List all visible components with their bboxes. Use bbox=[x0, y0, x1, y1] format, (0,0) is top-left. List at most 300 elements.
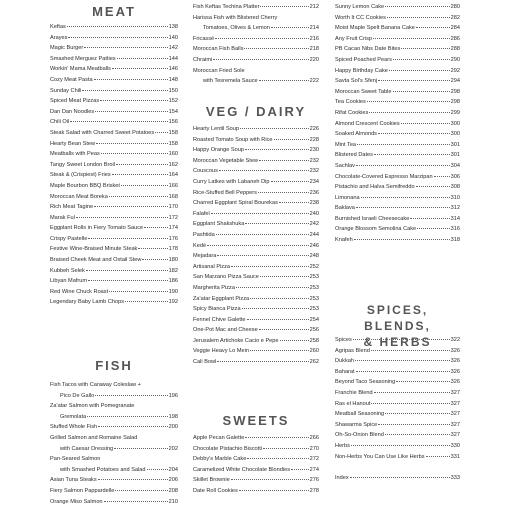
page-number: 144 bbox=[168, 55, 178, 62]
page-number: 236 bbox=[309, 189, 319, 196]
toc-entry[interactable] bbox=[193, 433, 319, 444]
page-number: 298 bbox=[450, 88, 460, 95]
toc-entry[interactable] bbox=[193, 2, 319, 13]
dot-leader bbox=[121, 185, 168, 186]
page-number: 326 bbox=[450, 358, 460, 365]
toc-entry[interactable] bbox=[335, 129, 460, 140]
entry-title: Baklava bbox=[335, 205, 355, 212]
page-number: 312 bbox=[450, 205, 460, 212]
page-number: 278 bbox=[309, 487, 319, 494]
page-number: 327 bbox=[450, 400, 460, 407]
dot-leader bbox=[371, 350, 450, 351]
page-number: 160 bbox=[168, 151, 178, 158]
entry-title: Charred Eggplant Spiral Bourekas bbox=[193, 200, 278, 207]
entry-title: Mint Tea bbox=[335, 141, 357, 148]
toc-entry[interactable] bbox=[335, 2, 460, 13]
toc-entry[interactable] bbox=[50, 276, 178, 287]
page-number: 148 bbox=[168, 76, 178, 83]
dot-leader bbox=[356, 207, 450, 208]
toc-entry[interactable] bbox=[193, 156, 319, 167]
entry-title: Spicy Bianca Pizza bbox=[193, 306, 241, 313]
dot-leader bbox=[260, 276, 309, 277]
entry-title: Moist Maple Spelt Banana Cake bbox=[335, 25, 415, 32]
toc-entry[interactable] bbox=[335, 108, 460, 119]
toc-entry[interactable] bbox=[335, 224, 460, 235]
entry-title: Tea Cookies bbox=[335, 99, 366, 106]
entry-title: Mejadara bbox=[193, 253, 217, 260]
toc-entry[interactable] bbox=[335, 13, 460, 24]
entry-title: Kubbeh Selek bbox=[50, 267, 85, 274]
entry-title: Pan-Seared Salmon bbox=[50, 456, 101, 463]
dot-leader bbox=[215, 38, 309, 39]
toc-entry[interactable] bbox=[335, 388, 460, 399]
dot-leader bbox=[213, 59, 308, 60]
page-number: 292 bbox=[450, 67, 460, 74]
entry-title: Moroccan Meat Boreka bbox=[50, 193, 108, 200]
toc-entry[interactable] bbox=[193, 465, 319, 476]
toc-entry[interactable] bbox=[193, 66, 319, 87]
dot-leader bbox=[410, 218, 449, 219]
toc-entry[interactable] bbox=[50, 234, 178, 245]
dot-leader bbox=[385, 6, 450, 7]
toc-entry[interactable] bbox=[193, 454, 319, 465]
toc-entry[interactable] bbox=[193, 486, 319, 497]
entry-title: Margherita Pizza bbox=[193, 284, 235, 291]
entry-title: Crispy Pastelle bbox=[50, 235, 88, 242]
entry-title: Pashtida bbox=[193, 231, 215, 238]
dot-leader bbox=[95, 111, 168, 112]
entry-title: Date Roll Cookies bbox=[193, 487, 238, 494]
toc-entry[interactable] bbox=[193, 294, 319, 305]
entry-title: Blistered Dates bbox=[335, 152, 373, 159]
toc-entry[interactable] bbox=[193, 283, 319, 294]
toc-entry[interactable] bbox=[50, 160, 178, 171]
page-number: 176 bbox=[168, 235, 178, 242]
entry-title: Arayes bbox=[50, 34, 68, 41]
page-number: 262 bbox=[309, 359, 319, 366]
page-number: 166 bbox=[168, 182, 178, 189]
page-number: 222 bbox=[309, 78, 319, 85]
toc-entry[interactable] bbox=[50, 75, 178, 86]
entry-title: Moroccan Vegetable Stew bbox=[193, 157, 258, 164]
entry-title: Fish Keftas Techina Platter bbox=[193, 4, 260, 10]
page-number: 204 bbox=[168, 466, 178, 473]
entry-title: Za'atar Eggplant Pizza bbox=[193, 295, 250, 302]
entry-title: Fish Tacos with Caraway Coleslaw + bbox=[50, 382, 141, 388]
entry-title: Pistachio and Halva Semifreddo bbox=[335, 184, 415, 191]
toc-entry[interactable] bbox=[335, 66, 460, 77]
toc-entry[interactable] bbox=[50, 433, 178, 454]
toc-entry[interactable] bbox=[193, 357, 319, 368]
dot-leader bbox=[378, 424, 449, 425]
section-title: FISH bbox=[95, 358, 133, 373]
dot-leader bbox=[396, 381, 449, 382]
dot-leader bbox=[117, 58, 168, 59]
toc-entry[interactable] bbox=[50, 181, 178, 192]
dot-leader bbox=[217, 361, 308, 362]
page-number: 248 bbox=[309, 253, 319, 260]
toc-entry[interactable] bbox=[50, 244, 178, 255]
entry-title-continued: Tomatoes, Olives & Lemon bbox=[203, 25, 270, 32]
toc-entry[interactable] bbox=[193, 251, 319, 262]
entry-title: Eggplant Rolls in Fiery Tomato Sauce bbox=[50, 225, 144, 232]
dot-leader bbox=[216, 234, 309, 235]
toc-entry[interactable] bbox=[335, 203, 460, 214]
toc-entry[interactable] bbox=[193, 325, 319, 336]
toc-entry[interactable] bbox=[335, 441, 460, 452]
entry-title: Shawarma Spice bbox=[335, 421, 378, 428]
toc-entry[interactable] bbox=[335, 140, 460, 151]
dot-leader bbox=[263, 448, 309, 449]
entry-title: One-Pot Mac and Cheese bbox=[193, 327, 258, 334]
toc-entry[interactable] bbox=[50, 192, 178, 203]
page-number: 208 bbox=[168, 487, 178, 494]
dot-leader bbox=[125, 301, 168, 302]
toc-entry[interactable] bbox=[193, 34, 319, 45]
toc-entry[interactable] bbox=[335, 473, 460, 484]
entry-title: Marak Ful bbox=[50, 214, 75, 221]
toc-entry[interactable] bbox=[193, 304, 319, 315]
toc-entry[interactable] bbox=[50, 297, 178, 308]
dot-leader bbox=[416, 186, 450, 187]
page-number: 288 bbox=[450, 46, 460, 53]
entry-title: Magic Burger bbox=[50, 45, 84, 52]
toc-entry[interactable] bbox=[335, 235, 460, 246]
entry-title: Debby's Marble Cake bbox=[193, 456, 247, 463]
toc-entry[interactable] bbox=[193, 272, 319, 283]
page-number: 190 bbox=[168, 288, 178, 295]
toc-entry[interactable] bbox=[193, 145, 319, 156]
entry-title: Spiced Meat Pizzas bbox=[50, 98, 100, 105]
dot-leader bbox=[369, 112, 449, 113]
entry-title: Any Fruit Crisp bbox=[335, 35, 372, 42]
dot-leader bbox=[279, 202, 309, 203]
toc-entry[interactable] bbox=[50, 170, 178, 181]
toc-entry[interactable] bbox=[335, 172, 460, 183]
entry-title: Jerusalem Artichoke Cacio e Pepe bbox=[193, 337, 279, 344]
toc-entry[interactable] bbox=[50, 22, 178, 33]
page-number: 294 bbox=[450, 78, 460, 85]
toc-entry[interactable] bbox=[193, 55, 319, 66]
dot-leader bbox=[82, 90, 167, 91]
entry-title: Chocolate Pistachio Biscotti bbox=[193, 445, 263, 452]
toc-entry[interactable] bbox=[335, 87, 460, 98]
section-title: VEG / DAIRY bbox=[205, 104, 307, 119]
toc-entry[interactable] bbox=[193, 177, 319, 188]
toc-entry[interactable] bbox=[50, 54, 178, 65]
page-number: 178 bbox=[168, 246, 178, 253]
dot-leader bbox=[393, 91, 450, 92]
dot-leader bbox=[354, 239, 450, 240]
toc-entry[interactable] bbox=[335, 377, 460, 388]
toc-entry[interactable] bbox=[335, 193, 460, 204]
page-number: 154 bbox=[168, 108, 178, 115]
dot-leader bbox=[416, 27, 450, 28]
toc-entry[interactable] bbox=[50, 213, 178, 224]
dot-leader bbox=[274, 139, 309, 140]
entry-title: Steak & (Crispiest) Fries bbox=[50, 172, 111, 179]
dot-leader bbox=[401, 123, 450, 124]
toc-entry[interactable] bbox=[193, 188, 319, 199]
dot-leader bbox=[109, 196, 168, 197]
entry-title: Workin' Mama Meatballs bbox=[50, 66, 111, 73]
toc-entry[interactable] bbox=[50, 497, 178, 508]
toc-entry[interactable] bbox=[50, 96, 178, 107]
toc-entry[interactable] bbox=[193, 198, 319, 209]
page-number: 326 bbox=[450, 379, 460, 386]
entry-title: Almond Crescent Cookies bbox=[335, 120, 400, 127]
toc-entry[interactable] bbox=[335, 430, 460, 441]
page-number: 299 bbox=[450, 109, 460, 116]
entry-title: Hearty Lentil Soup bbox=[193, 126, 240, 132]
toc-entry[interactable] bbox=[50, 454, 178, 475]
page-number: 192 bbox=[168, 299, 178, 306]
entry-title-continued: with Tesremela Sauce bbox=[203, 78, 258, 85]
page-number: 214 bbox=[309, 25, 319, 32]
section-title: SWEETS bbox=[222, 413, 290, 428]
toc-entry[interactable] bbox=[335, 367, 460, 378]
dot-leader bbox=[155, 132, 167, 133]
page-number: 266 bbox=[309, 435, 319, 441]
page-number: 276 bbox=[309, 477, 319, 484]
toc-entry[interactable] bbox=[335, 335, 460, 346]
toc-entry[interactable] bbox=[50, 43, 178, 54]
dot-leader bbox=[87, 416, 168, 417]
entry-title: Fennel Chive Galette bbox=[193, 316, 246, 323]
toc-entry[interactable] bbox=[50, 422, 178, 433]
dot-leader bbox=[353, 339, 450, 340]
entry-title: Libyan Mafrum bbox=[50, 278, 87, 285]
entry-list bbox=[193, 433, 319, 497]
entry-title: Moroccan Fish Balls bbox=[193, 46, 244, 53]
section-title: SPICES, BLENDS, & HERBS bbox=[363, 303, 432, 349]
toc-entry[interactable] bbox=[193, 13, 319, 34]
entry-title: San Marzano Pizza Sauce bbox=[193, 274, 259, 281]
dot-leader bbox=[259, 160, 309, 161]
dot-leader bbox=[76, 217, 168, 218]
toc-entry[interactable] bbox=[335, 161, 460, 172]
dot-leader bbox=[247, 319, 309, 320]
toc-entry[interactable] bbox=[193, 135, 319, 146]
page-number: 327 bbox=[450, 411, 460, 418]
dot-leader bbox=[361, 197, 450, 198]
entry-title: Meatball Seasoning bbox=[335, 411, 385, 418]
page-number: 327 bbox=[450, 389, 460, 396]
entry-title: Worth It CC Cookies bbox=[335, 14, 386, 21]
dot-leader bbox=[101, 153, 168, 154]
entry-title: Moroccan Sweet Table bbox=[335, 88, 392, 95]
page-number: 308 bbox=[450, 184, 460, 191]
dot-leader bbox=[373, 38, 450, 39]
toc-entry[interactable] bbox=[50, 486, 178, 497]
toc-entry[interactable] bbox=[193, 219, 319, 230]
dot-leader bbox=[94, 206, 168, 207]
entry-title: Franchie Blend bbox=[335, 389, 373, 396]
entry-title: Agripas Blend bbox=[335, 347, 370, 354]
entry-title: Curry Latkes with Labaneh Dip bbox=[193, 178, 270, 185]
toc-entry[interactable] bbox=[335, 356, 460, 367]
toc-entry[interactable] bbox=[193, 346, 319, 357]
entry-title: Cozy Meat Pasta bbox=[50, 76, 93, 83]
toc-entry[interactable] bbox=[335, 97, 460, 108]
toc-entry[interactable] bbox=[50, 202, 178, 213]
toc-entry[interactable] bbox=[50, 117, 178, 128]
entry-list bbox=[193, 124, 319, 368]
page-number: 300 bbox=[450, 131, 460, 138]
toc-entry[interactable] bbox=[50, 223, 178, 234]
page-number: 140 bbox=[168, 34, 178, 41]
toc-entry[interactable] bbox=[335, 119, 460, 130]
entry-list bbox=[335, 335, 460, 483]
dot-leader bbox=[259, 329, 309, 330]
toc-entry[interactable] bbox=[50, 86, 178, 97]
entry-title: Maple Bourbon BBQ Brisket bbox=[50, 182, 120, 189]
dot-leader bbox=[86, 270, 168, 271]
toc-entry[interactable] bbox=[335, 150, 460, 161]
entry-title: Festive Wine-Braised Minute Steak bbox=[50, 246, 138, 253]
dot-leader bbox=[260, 6, 308, 7]
toc-entry[interactable] bbox=[50, 33, 178, 44]
page-number: 254 bbox=[309, 316, 319, 323]
page-number: 274 bbox=[309, 466, 319, 473]
entry-title: Soaked Almonds bbox=[335, 131, 377, 138]
page-number: 150 bbox=[168, 87, 178, 94]
page-number: 253 bbox=[309, 284, 319, 291]
toc-entry[interactable] bbox=[335, 182, 460, 193]
toc-entry[interactable] bbox=[335, 76, 460, 87]
page-number: 326 bbox=[450, 368, 460, 375]
toc-entry[interactable] bbox=[335, 23, 460, 34]
entry-title: Fricassé bbox=[193, 35, 215, 42]
page-number: 322 bbox=[450, 337, 460, 343]
page-number: 146 bbox=[168, 66, 178, 73]
dot-leader bbox=[98, 479, 168, 480]
toc-entry[interactable] bbox=[335, 214, 460, 225]
dot-leader bbox=[67, 26, 168, 27]
dot-leader bbox=[385, 413, 450, 414]
toc-entry[interactable] bbox=[50, 149, 178, 160]
page-number: 300 bbox=[450, 120, 460, 127]
dot-leader bbox=[434, 176, 450, 177]
toc-entry[interactable] bbox=[335, 399, 460, 410]
dot-leader bbox=[393, 59, 450, 60]
toc-entry[interactable] bbox=[193, 230, 319, 241]
page-number: 253 bbox=[309, 295, 319, 302]
toc-entry[interactable] bbox=[193, 444, 319, 455]
dot-leader bbox=[70, 121, 167, 122]
page-number: 170 bbox=[168, 204, 178, 211]
dot-leader bbox=[88, 238, 167, 239]
entry-title: Steak Salad with Charred Sweet Potatoes bbox=[50, 129, 155, 136]
entry-title: Chocolate-Covered Espresso Marzipan bbox=[335, 173, 433, 180]
toc-entry[interactable] bbox=[50, 128, 178, 139]
toc-entry[interactable] bbox=[193, 315, 319, 326]
toc-entry[interactable] bbox=[193, 124, 319, 135]
page-number: 172 bbox=[168, 214, 178, 221]
entry-title: Dan Dan Noodles bbox=[50, 108, 95, 115]
entry-title: Keftas bbox=[50, 24, 66, 30]
toc-entry[interactable] bbox=[335, 44, 460, 55]
dot-leader bbox=[116, 164, 168, 165]
toc-entry[interactable] bbox=[50, 287, 178, 298]
dot-leader bbox=[104, 501, 168, 502]
entry-title: Smashed Merguez Patties bbox=[50, 55, 116, 62]
page-number: 298 bbox=[450, 99, 460, 106]
entry-title: Veggie Heavy Lo Mein bbox=[193, 348, 249, 355]
dot-leader bbox=[258, 192, 309, 193]
toc-entry[interactable] bbox=[335, 409, 460, 420]
dot-leader bbox=[356, 371, 450, 372]
toc-entry[interactable] bbox=[50, 380, 178, 401]
toc-entry[interactable] bbox=[193, 262, 319, 273]
entry-title: Savta Sol's Sfenj bbox=[335, 78, 378, 85]
toc-entry[interactable] bbox=[193, 209, 319, 220]
page-number: 252 bbox=[309, 263, 319, 270]
page-number: 226 bbox=[309, 126, 319, 132]
page-number: 152 bbox=[168, 98, 178, 105]
page-number: 168 bbox=[168, 193, 178, 200]
entry-title: Dukkah bbox=[335, 358, 354, 365]
toc-entry[interactable] bbox=[335, 34, 460, 45]
dot-leader bbox=[109, 291, 168, 292]
entry-title: Legendary Baby Lamb Chops bbox=[50, 299, 125, 306]
dot-leader bbox=[245, 223, 308, 224]
page-number: 306 bbox=[450, 173, 460, 180]
toc-entry[interactable] bbox=[335, 452, 460, 463]
toc-entry[interactable] bbox=[193, 241, 319, 252]
toc-entry[interactable] bbox=[50, 139, 178, 150]
dot-leader bbox=[374, 392, 450, 393]
dot-leader bbox=[142, 259, 167, 260]
toc-entry[interactable] bbox=[193, 336, 319, 347]
dot-leader bbox=[211, 213, 309, 214]
dot-leader bbox=[250, 298, 309, 299]
toc-entry[interactable] bbox=[335, 462, 460, 473]
toc-entry[interactable] bbox=[50, 255, 178, 266]
toc-entry[interactable] bbox=[50, 401, 178, 422]
page-number: 202 bbox=[168, 445, 178, 452]
entry-title-continued: with Caesar Dressing bbox=[60, 445, 114, 452]
dot-leader bbox=[426, 456, 450, 457]
entry-title: Knafeh bbox=[335, 237, 353, 244]
entry-list bbox=[50, 380, 178, 507]
dot-leader bbox=[84, 47, 167, 48]
toc-entry[interactable] bbox=[335, 420, 460, 431]
dot-leader bbox=[245, 149, 309, 150]
dot-leader bbox=[138, 248, 167, 249]
entry-title: Baharat bbox=[335, 368, 355, 375]
toc-entry[interactable] bbox=[193, 475, 319, 486]
entry-title: Grilled Salmon and Romaine Salad bbox=[50, 434, 138, 441]
toc-entry[interactable] bbox=[335, 55, 460, 66]
toc-entry[interactable] bbox=[50, 64, 178, 75]
page-number: 200 bbox=[168, 424, 178, 431]
entry-title: Fiery Salmon Pappardelle bbox=[50, 487, 115, 494]
toc-entry[interactable] bbox=[50, 475, 178, 486]
entry-title: Caramelized White Chocolate Blondies bbox=[193, 466, 291, 473]
entry-title: Meatballs with Peas bbox=[50, 151, 100, 158]
page-number: 210 bbox=[168, 498, 178, 505]
page-number: 286 bbox=[450, 35, 460, 42]
toc-entry[interactable] bbox=[335, 346, 460, 357]
page-number: 212 bbox=[309, 4, 319, 10]
dot-leader bbox=[259, 80, 309, 81]
toc-entry[interactable] bbox=[50, 107, 178, 118]
toc-entry[interactable] bbox=[193, 44, 319, 55]
toc-entry[interactable] bbox=[193, 166, 319, 177]
dot-leader bbox=[244, 48, 308, 49]
toc-entry[interactable] bbox=[50, 266, 178, 277]
